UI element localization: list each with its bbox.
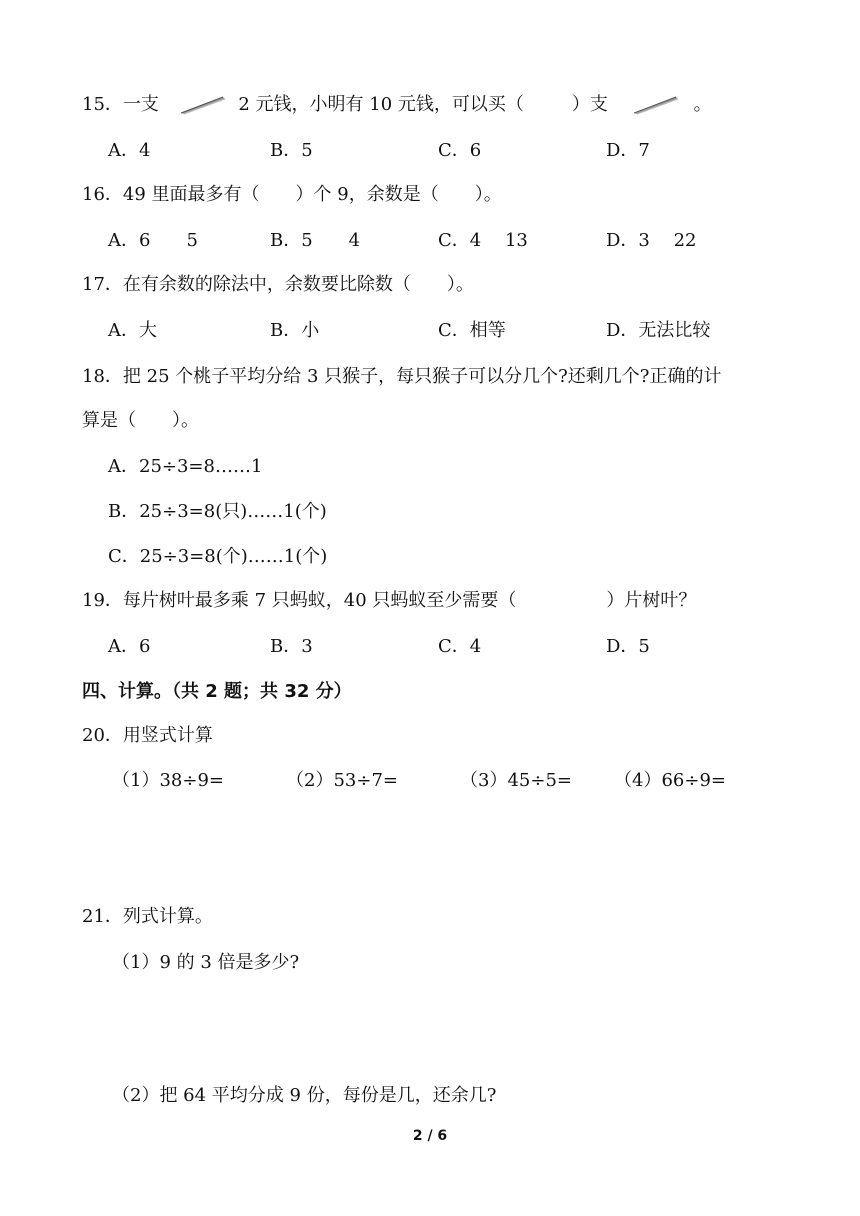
q15-option-a: A．4 bbox=[108, 140, 151, 161]
q19-option-a: A．6 bbox=[108, 636, 151, 657]
q16-option-b: B．5 4 bbox=[270, 230, 361, 251]
question-17: 17．在有余数的除法中，余数要比除数（ ）。 bbox=[82, 274, 474, 295]
pen-icon bbox=[632, 94, 680, 116]
q17-option-b: B．小 bbox=[270, 320, 320, 341]
q19-option-c: C．4 bbox=[438, 636, 482, 657]
q15-post: ）支 bbox=[571, 94, 608, 115]
q15-pre: 一支 bbox=[122, 94, 159, 115]
question-21: 21．列式计算。 bbox=[82, 906, 213, 927]
question-20: 20．用竖式计算 bbox=[82, 725, 213, 746]
q20-item-2: （2）53÷7= bbox=[286, 770, 398, 791]
q18-option-b: B．25÷3=8(只)……1(个) bbox=[108, 501, 327, 522]
q16-option-d: D．3 22 bbox=[606, 230, 697, 251]
q15-end: 。 bbox=[693, 94, 712, 115]
q20-item-3: （3）45÷5= bbox=[460, 770, 572, 791]
q15-option-b: B．5 bbox=[270, 140, 313, 161]
question-15 bbox=[82, 94, 712, 116]
question-18-line-1: 18．把 25 个桃子平均分给 3 只猴子，每只猴子可以分几个?还剩几个?正确的计 bbox=[82, 366, 722, 387]
q17-option-a: A．大 bbox=[108, 320, 157, 341]
q21-item-2: （2）把 64 平均分成 9 份，每份是几，还余几? bbox=[112, 1085, 497, 1106]
page-number: 2 / 6 bbox=[412, 1128, 448, 1144]
q16-option-a: A．6 5 bbox=[108, 230, 198, 251]
pen-icon bbox=[179, 94, 227, 116]
q20-item-1: （1）38÷9= bbox=[112, 770, 224, 791]
question-16: 16．49 里面最多有（ ）个 9，余数是（ ）。 bbox=[82, 184, 502, 205]
question-18-line-2: 算是（ ）。 bbox=[82, 410, 199, 431]
q20-item-4: （4）66÷9= bbox=[614, 770, 726, 791]
q15-number: 15． bbox=[82, 94, 123, 115]
q18-option-c: C．25÷3=8(个)……1(个) bbox=[108, 546, 328, 567]
q21-item-1: （1）9 的 3 倍是多少? bbox=[112, 952, 300, 973]
question-19: 19．每片树叶最多乘 7 只蚂蚁，40 只蚂蚁至少需要（ ）片树叶？ bbox=[82, 590, 697, 611]
q19-option-d: D．5 bbox=[606, 636, 650, 657]
q15-mid: 2 元钱，小明有 10 元钱，可以买（ bbox=[238, 94, 524, 115]
q17-option-d: D．无法比较 bbox=[606, 320, 711, 341]
q15-option-d: D．7 bbox=[606, 140, 650, 161]
q18-option-a: A．25÷3=8……1 bbox=[108, 456, 263, 477]
q17-option-c: C．相等 bbox=[438, 320, 506, 341]
q15-option-c: C．6 bbox=[438, 140, 482, 161]
q19-option-b: B．3 bbox=[270, 636, 313, 657]
q16-option-c: C．4 13 bbox=[438, 230, 528, 251]
section-heading: 四、计算。（共 2 题；共 32 分） bbox=[82, 681, 352, 702]
